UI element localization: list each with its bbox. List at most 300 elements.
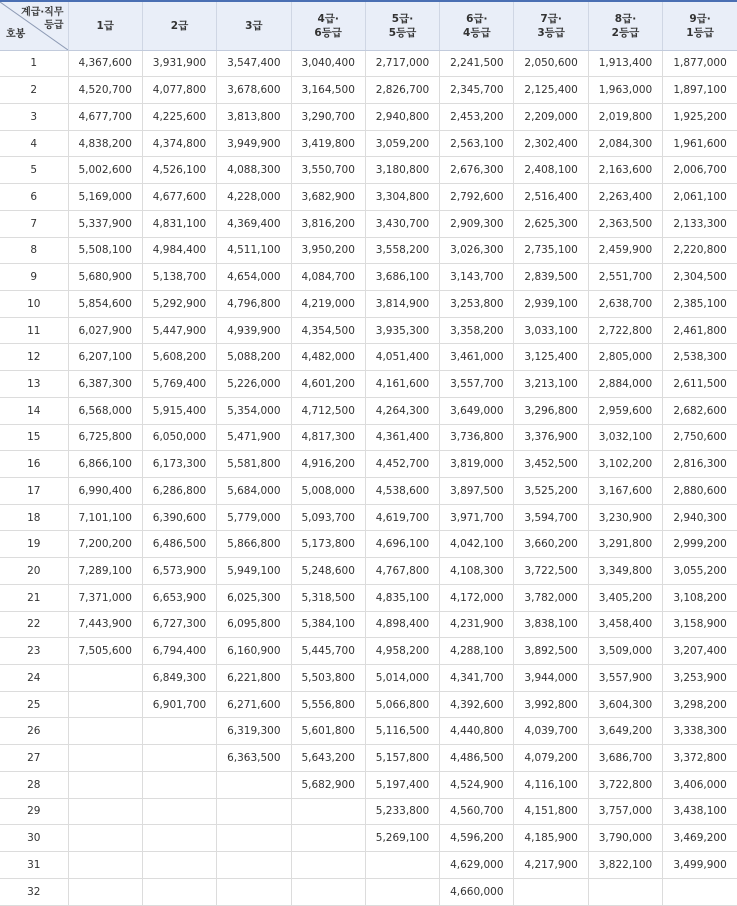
salary-cell: 4,831,100 — [142, 210, 216, 237]
salary-cell: 2,453,200 — [440, 103, 514, 130]
salary-cell: 1,963,000 — [588, 77, 662, 104]
salary-cell: 3,253,800 — [440, 290, 514, 317]
salary-cell: 4,367,600 — [68, 50, 142, 77]
salary-cell: 5,008,000 — [291, 478, 365, 505]
salary-cell: 2,084,300 — [588, 130, 662, 157]
salary-cell: 3,838,100 — [514, 611, 588, 638]
grade-header-5: 5급· 5등급 — [365, 1, 439, 50]
salary-cell: 2,408,100 — [514, 157, 588, 184]
salary-cell: 5,601,800 — [291, 718, 365, 745]
step-cell: 9 — [0, 264, 68, 291]
salary-cell: 2,133,300 — [663, 210, 737, 237]
salary-cell: 2,625,300 — [514, 210, 588, 237]
salary-cell: 3,143,700 — [440, 264, 514, 291]
table-row — [0, 852, 737, 879]
salary-cell: 4,161,600 — [365, 371, 439, 398]
table-row — [0, 50, 737, 77]
salary-cell — [291, 852, 365, 879]
salary-cell: 6,363,500 — [217, 745, 291, 772]
salary-cell: 5,292,900 — [142, 290, 216, 317]
salary-cell: 4,228,000 — [217, 184, 291, 211]
table-row — [0, 558, 737, 585]
salary-cell: 2,880,600 — [663, 478, 737, 505]
salary-cell: 5,248,600 — [291, 558, 365, 585]
salary-cell: 2,385,100 — [663, 290, 737, 317]
salary-cell: 2,940,800 — [365, 103, 439, 130]
salary-cell: 3,944,000 — [514, 665, 588, 692]
salary-cell: 3,376,900 — [514, 424, 588, 451]
salary-cell: 2,263,400 — [588, 184, 662, 211]
salary-cell — [217, 771, 291, 798]
table-row — [0, 745, 737, 772]
salary-cell: 3,158,900 — [663, 611, 737, 638]
table-row — [0, 371, 737, 398]
step-cell: 20 — [0, 558, 68, 585]
salary-cell — [663, 878, 737, 905]
salary-cell: 7,505,600 — [68, 638, 142, 665]
salary-cell: 5,337,900 — [68, 210, 142, 237]
salary-cell: 4,452,700 — [365, 451, 439, 478]
salary-cell: 4,984,400 — [142, 237, 216, 264]
salary-cell: 4,482,000 — [291, 344, 365, 371]
step-cell: 6 — [0, 184, 68, 211]
salary-cell: 5,002,600 — [68, 157, 142, 184]
salary-cell: 1,913,400 — [588, 50, 662, 77]
salary-cell: 6,390,600 — [142, 504, 216, 531]
salary-cell: 6,319,300 — [217, 718, 291, 745]
salary-cell: 3,790,000 — [588, 825, 662, 852]
salary-cell: 5,866,800 — [217, 531, 291, 558]
table-row — [0, 184, 737, 211]
salary-cell: 3,125,400 — [514, 344, 588, 371]
salary-cell: 3,971,700 — [440, 504, 514, 531]
salary-cell: 2,717,000 — [365, 50, 439, 77]
salary-cell: 3,405,200 — [588, 584, 662, 611]
salary-cell: 3,822,100 — [588, 852, 662, 879]
salary-cell: 3,594,700 — [514, 504, 588, 531]
salary-cell: 5,116,500 — [365, 718, 439, 745]
salary-cell: 3,040,400 — [291, 50, 365, 77]
table-row — [0, 478, 737, 505]
salary-cell: 3,814,900 — [365, 290, 439, 317]
salary-cell: 4,217,900 — [514, 852, 588, 879]
salary-cell: 6,725,800 — [68, 424, 142, 451]
step-cell: 2 — [0, 77, 68, 104]
salary-cell: 5,066,800 — [365, 691, 439, 718]
table-row — [0, 344, 737, 371]
salary-cell: 4,526,100 — [142, 157, 216, 184]
salary-cell: 4,958,200 — [365, 638, 439, 665]
salary-cell — [142, 852, 216, 879]
salary-cell: 6,095,800 — [217, 611, 291, 638]
salary-cell: 4,231,900 — [440, 611, 514, 638]
salary-cell: 4,619,700 — [365, 504, 439, 531]
salary-cell: 2,805,000 — [588, 344, 662, 371]
step-cell: 30 — [0, 825, 68, 852]
salary-cell: 2,611,500 — [663, 371, 737, 398]
step-cell: 14 — [0, 397, 68, 424]
salary-cell: 3,892,500 — [514, 638, 588, 665]
salary-cell: 3,950,200 — [291, 237, 365, 264]
salary-cell: 3,207,400 — [663, 638, 737, 665]
salary-cell: 2,909,300 — [440, 210, 514, 237]
salary-cell: 3,649,200 — [588, 718, 662, 745]
salary-cell: 3,358,200 — [440, 317, 514, 344]
salary-cell: 2,563,100 — [440, 130, 514, 157]
salary-cell: 2,676,300 — [440, 157, 514, 184]
salary-cell: 4,660,000 — [440, 878, 514, 905]
salary-cell: 4,151,800 — [514, 798, 588, 825]
table-row — [0, 77, 737, 104]
salary-cell: 6,866,100 — [68, 451, 142, 478]
salary-cell: 6,653,900 — [142, 584, 216, 611]
salary-cell: 3,660,200 — [514, 531, 588, 558]
salary-cell: 3,213,100 — [514, 371, 588, 398]
step-cell: 1 — [0, 50, 68, 77]
salary-cell: 4,219,000 — [291, 290, 365, 317]
table-row — [0, 210, 737, 237]
salary-cell: 4,288,100 — [440, 638, 514, 665]
step-cell: 23 — [0, 638, 68, 665]
salary-cell: 3,296,800 — [514, 397, 588, 424]
salary-cell: 3,557,700 — [440, 371, 514, 398]
salary-cell: 3,525,200 — [514, 478, 588, 505]
table-body — [0, 50, 737, 905]
salary-cell: 3,782,000 — [514, 584, 588, 611]
salary-cell: 4,172,000 — [440, 584, 514, 611]
salary-cell: 7,289,100 — [68, 558, 142, 585]
salary-cell: 4,051,400 — [365, 344, 439, 371]
salary-cell: 6,387,300 — [68, 371, 142, 398]
salary-cell: 5,581,800 — [217, 451, 291, 478]
salary-cell: 2,304,500 — [663, 264, 737, 291]
salary-cell: 4,520,700 — [68, 77, 142, 104]
salary-cell — [142, 798, 216, 825]
salary-cell: 1,925,200 — [663, 103, 737, 130]
salary-cell: 6,173,300 — [142, 451, 216, 478]
salary-cell: 2,163,600 — [588, 157, 662, 184]
salary-cell: 6,050,000 — [142, 424, 216, 451]
salary-cell: 4,374,800 — [142, 130, 216, 157]
salary-cell: 3,509,000 — [588, 638, 662, 665]
salary-cell: 2,939,100 — [514, 290, 588, 317]
salary-cell: 3,164,500 — [291, 77, 365, 104]
salary-cell: 6,027,900 — [68, 317, 142, 344]
salary-cell: 4,696,100 — [365, 531, 439, 558]
table-row — [0, 771, 737, 798]
salary-cell: 4,939,900 — [217, 317, 291, 344]
salary-cell: 3,108,200 — [663, 584, 737, 611]
salary-cell: 2,241,500 — [440, 50, 514, 77]
step-cell: 3 — [0, 103, 68, 130]
salary-cell: 5,556,800 — [291, 691, 365, 718]
salary-cell: 3,461,000 — [440, 344, 514, 371]
salary-cell: 4,835,100 — [365, 584, 439, 611]
grade-header-2: 2급 — [142, 1, 216, 50]
salary-cell: 2,302,400 — [514, 130, 588, 157]
salary-cell: 6,025,300 — [217, 584, 291, 611]
step-cell: 24 — [0, 665, 68, 692]
salary-cell: 7,200,200 — [68, 531, 142, 558]
salary-cell: 4,369,400 — [217, 210, 291, 237]
salary-cell: 4,898,400 — [365, 611, 439, 638]
step-cell: 10 — [0, 290, 68, 317]
salary-cell: 4,077,800 — [142, 77, 216, 104]
salary-cell: 3,649,000 — [440, 397, 514, 424]
grade-header-4: 4급· 6등급 — [291, 1, 365, 50]
salary-cell — [142, 718, 216, 745]
salary-cell: 4,511,100 — [217, 237, 291, 264]
grade-header-3: 3급 — [217, 1, 291, 50]
salary-cell: 3,604,300 — [588, 691, 662, 718]
salary-cell: 4,440,800 — [440, 718, 514, 745]
salary-cell: 4,560,700 — [440, 798, 514, 825]
salary-cell: 1,961,600 — [663, 130, 737, 157]
step-cell: 19 — [0, 531, 68, 558]
salary-cell: 4,596,200 — [440, 825, 514, 852]
salary-cell: 4,088,300 — [217, 157, 291, 184]
salary-cell: 5,138,700 — [142, 264, 216, 291]
salary-cell: 3,722,500 — [514, 558, 588, 585]
grade-header-6: 6급· 4등급 — [440, 1, 514, 50]
salary-cell: 4,601,200 — [291, 371, 365, 398]
salary-cell: 3,167,600 — [588, 478, 662, 505]
salary-cell: 3,338,300 — [663, 718, 737, 745]
step-cell: 12 — [0, 344, 68, 371]
salary-cell: 3,757,000 — [588, 798, 662, 825]
salary-cell: 3,678,600 — [217, 77, 291, 104]
salary-cell: 3,298,200 — [663, 691, 737, 718]
salary-cell: 3,180,800 — [365, 157, 439, 184]
salary-cell: 2,459,900 — [588, 237, 662, 264]
grade-header-1: 1급 — [68, 1, 142, 50]
salary-cell: 5,233,800 — [365, 798, 439, 825]
salary-cell: 3,949,900 — [217, 130, 291, 157]
salary-cell — [588, 878, 662, 905]
step-cell: 27 — [0, 745, 68, 772]
salary-cell: 3,897,500 — [440, 478, 514, 505]
corner-header-cell — [0, 1, 68, 50]
salary-cell: 7,101,100 — [68, 504, 142, 531]
salary-cell: 5,508,100 — [68, 237, 142, 264]
table-row — [0, 264, 737, 291]
salary-cell: 3,102,200 — [588, 451, 662, 478]
salary-cell — [217, 825, 291, 852]
salary-cell: 2,940,300 — [663, 504, 737, 531]
salary-cell — [68, 718, 142, 745]
salary-cell — [68, 852, 142, 879]
salary-cell: 5,173,800 — [291, 531, 365, 558]
salary-cell: 4,264,300 — [365, 397, 439, 424]
salary-cell: 5,503,800 — [291, 665, 365, 692]
salary-cell: 5,318,500 — [291, 584, 365, 611]
salary-cell: 6,901,700 — [142, 691, 216, 718]
salary-cell: 3,452,500 — [514, 451, 588, 478]
salary-cell: 3,430,700 — [365, 210, 439, 237]
salary-cell: 6,573,900 — [142, 558, 216, 585]
step-cell: 26 — [0, 718, 68, 745]
step-cell: 4 — [0, 130, 68, 157]
salary-cell: 4,629,000 — [440, 852, 514, 879]
salary-cell — [142, 745, 216, 772]
salary-cell: 3,026,300 — [440, 237, 514, 264]
salary-cell: 2,006,700 — [663, 157, 737, 184]
salary-cell — [68, 825, 142, 852]
step-cell: 21 — [0, 584, 68, 611]
salary-cell — [217, 852, 291, 879]
table-row — [0, 290, 737, 317]
salary-cell: 7,371,000 — [68, 584, 142, 611]
salary-cell: 3,230,900 — [588, 504, 662, 531]
salary-cell: 3,059,200 — [365, 130, 439, 157]
table-row — [0, 451, 737, 478]
salary-cell — [68, 691, 142, 718]
salary-cell: 2,061,100 — [663, 184, 737, 211]
table-row — [0, 798, 737, 825]
step-cell: 15 — [0, 424, 68, 451]
salary-cell: 2,050,600 — [514, 50, 588, 77]
salary-cell: 2,750,600 — [663, 424, 737, 451]
salary-cell: 5,643,200 — [291, 745, 365, 772]
salary-cell: 4,838,200 — [68, 130, 142, 157]
salary-cell: 4,079,200 — [514, 745, 588, 772]
salary-cell: 4,796,800 — [217, 290, 291, 317]
salary-cell: 3,055,200 — [663, 558, 737, 585]
step-cell: 25 — [0, 691, 68, 718]
salary-cell: 4,108,300 — [440, 558, 514, 585]
salary-cell: 4,654,000 — [217, 264, 291, 291]
salary-cell: 6,990,400 — [68, 478, 142, 505]
salary-cell: 2,735,100 — [514, 237, 588, 264]
corner-bottom-label: 호봉 — [6, 28, 26, 40]
salary-cell: 5,680,900 — [68, 264, 142, 291]
salary-cell: 3,557,900 — [588, 665, 662, 692]
salary-cell: 3,722,800 — [588, 771, 662, 798]
salary-cell: 3,686,100 — [365, 264, 439, 291]
salary-cell: 3,349,800 — [588, 558, 662, 585]
salary-cell: 5,088,200 — [217, 344, 291, 371]
grade-header-8: 8급· 2등급 — [588, 1, 662, 50]
salary-cell: 3,499,900 — [663, 852, 737, 879]
salary-cell — [291, 878, 365, 905]
step-cell: 29 — [0, 798, 68, 825]
salary-cell: 4,677,700 — [68, 103, 142, 130]
salary-cell: 5,354,000 — [217, 397, 291, 424]
salary-cell: 3,419,800 — [291, 130, 365, 157]
salary-cell: 3,304,800 — [365, 184, 439, 211]
salary-cell: 4,084,700 — [291, 264, 365, 291]
salary-cell: 3,935,300 — [365, 317, 439, 344]
salary-cell: 4,341,700 — [440, 665, 514, 692]
salary-cell: 2,363,500 — [588, 210, 662, 237]
step-cell: 5 — [0, 157, 68, 184]
salary-cell: 6,221,800 — [217, 665, 291, 692]
step-cell: 7 — [0, 210, 68, 237]
salary-cell: 5,915,400 — [142, 397, 216, 424]
salary-cell: 4,354,500 — [291, 317, 365, 344]
step-cell: 31 — [0, 852, 68, 879]
corner-top-label: 계급·직무 등급 — [21, 7, 64, 31]
table-row — [0, 237, 737, 264]
salary-cell: 6,160,900 — [217, 638, 291, 665]
table-row — [0, 424, 737, 451]
table-row — [0, 825, 737, 852]
salary-cell: 2,816,300 — [663, 451, 737, 478]
table-row — [0, 317, 737, 344]
table-row — [0, 531, 737, 558]
salary-cell: 4,361,400 — [365, 424, 439, 451]
step-cell: 22 — [0, 611, 68, 638]
salary-cell: 5,769,400 — [142, 371, 216, 398]
salary-cell: 4,538,600 — [365, 478, 439, 505]
salary-cell: 3,931,900 — [142, 50, 216, 77]
salary-cell: 5,447,900 — [142, 317, 216, 344]
table-row — [0, 691, 737, 718]
salary-cell: 3,458,400 — [588, 611, 662, 638]
salary-cell: 5,269,100 — [365, 825, 439, 852]
salary-cell: 5,093,700 — [291, 504, 365, 531]
salary-cell — [68, 878, 142, 905]
salary-cell: 5,471,900 — [217, 424, 291, 451]
salary-cell: 3,372,800 — [663, 745, 737, 772]
salary-cell — [68, 771, 142, 798]
salary-cell: 6,849,300 — [142, 665, 216, 692]
salary-cell: 4,185,900 — [514, 825, 588, 852]
salary-cell: 2,551,700 — [588, 264, 662, 291]
salary-cell: 4,392,600 — [440, 691, 514, 718]
salary-cell: 6,727,300 — [142, 611, 216, 638]
step-cell: 28 — [0, 771, 68, 798]
grade-header-9: 9급· 1등급 — [663, 1, 737, 50]
salary-cell: 5,779,000 — [217, 504, 291, 531]
salary-cell: 6,794,400 — [142, 638, 216, 665]
salary-cell — [365, 878, 439, 905]
salary-cell — [68, 745, 142, 772]
salary-cell: 5,226,000 — [217, 371, 291, 398]
salary-cell: 4,116,100 — [514, 771, 588, 798]
salary-cell — [68, 798, 142, 825]
salary-cell: 2,638,700 — [588, 290, 662, 317]
salary-cell: 3,558,200 — [365, 237, 439, 264]
salary-cell: 2,220,800 — [663, 237, 737, 264]
salary-cell: 4,524,900 — [440, 771, 514, 798]
salary-cell: 4,712,500 — [291, 397, 365, 424]
salary-cell: 1,897,100 — [663, 77, 737, 104]
salary-cell: 2,959,600 — [588, 397, 662, 424]
salary-cell: 3,547,400 — [217, 50, 291, 77]
salary-cell — [68, 665, 142, 692]
salary-cell: 4,486,500 — [440, 745, 514, 772]
salary-cell: 2,516,400 — [514, 184, 588, 211]
salary-cell: 2,792,600 — [440, 184, 514, 211]
table-row — [0, 504, 737, 531]
salary-cell: 4,042,100 — [440, 531, 514, 558]
salary-cell: 3,813,800 — [217, 103, 291, 130]
salary-cell: 6,568,000 — [68, 397, 142, 424]
salary-cell: 3,816,200 — [291, 210, 365, 237]
salary-cell: 5,608,200 — [142, 344, 216, 371]
salary-cell: 3,686,700 — [588, 745, 662, 772]
salary-cell: 3,406,000 — [663, 771, 737, 798]
salary-cell: 3,550,700 — [291, 157, 365, 184]
salary-cell — [365, 852, 439, 879]
salary-cell: 3,819,000 — [440, 451, 514, 478]
salary-cell: 5,682,900 — [291, 771, 365, 798]
step-cell: 13 — [0, 371, 68, 398]
table-row — [0, 718, 737, 745]
salary-cell: 2,538,300 — [663, 344, 737, 371]
salary-cell: 5,949,100 — [217, 558, 291, 585]
